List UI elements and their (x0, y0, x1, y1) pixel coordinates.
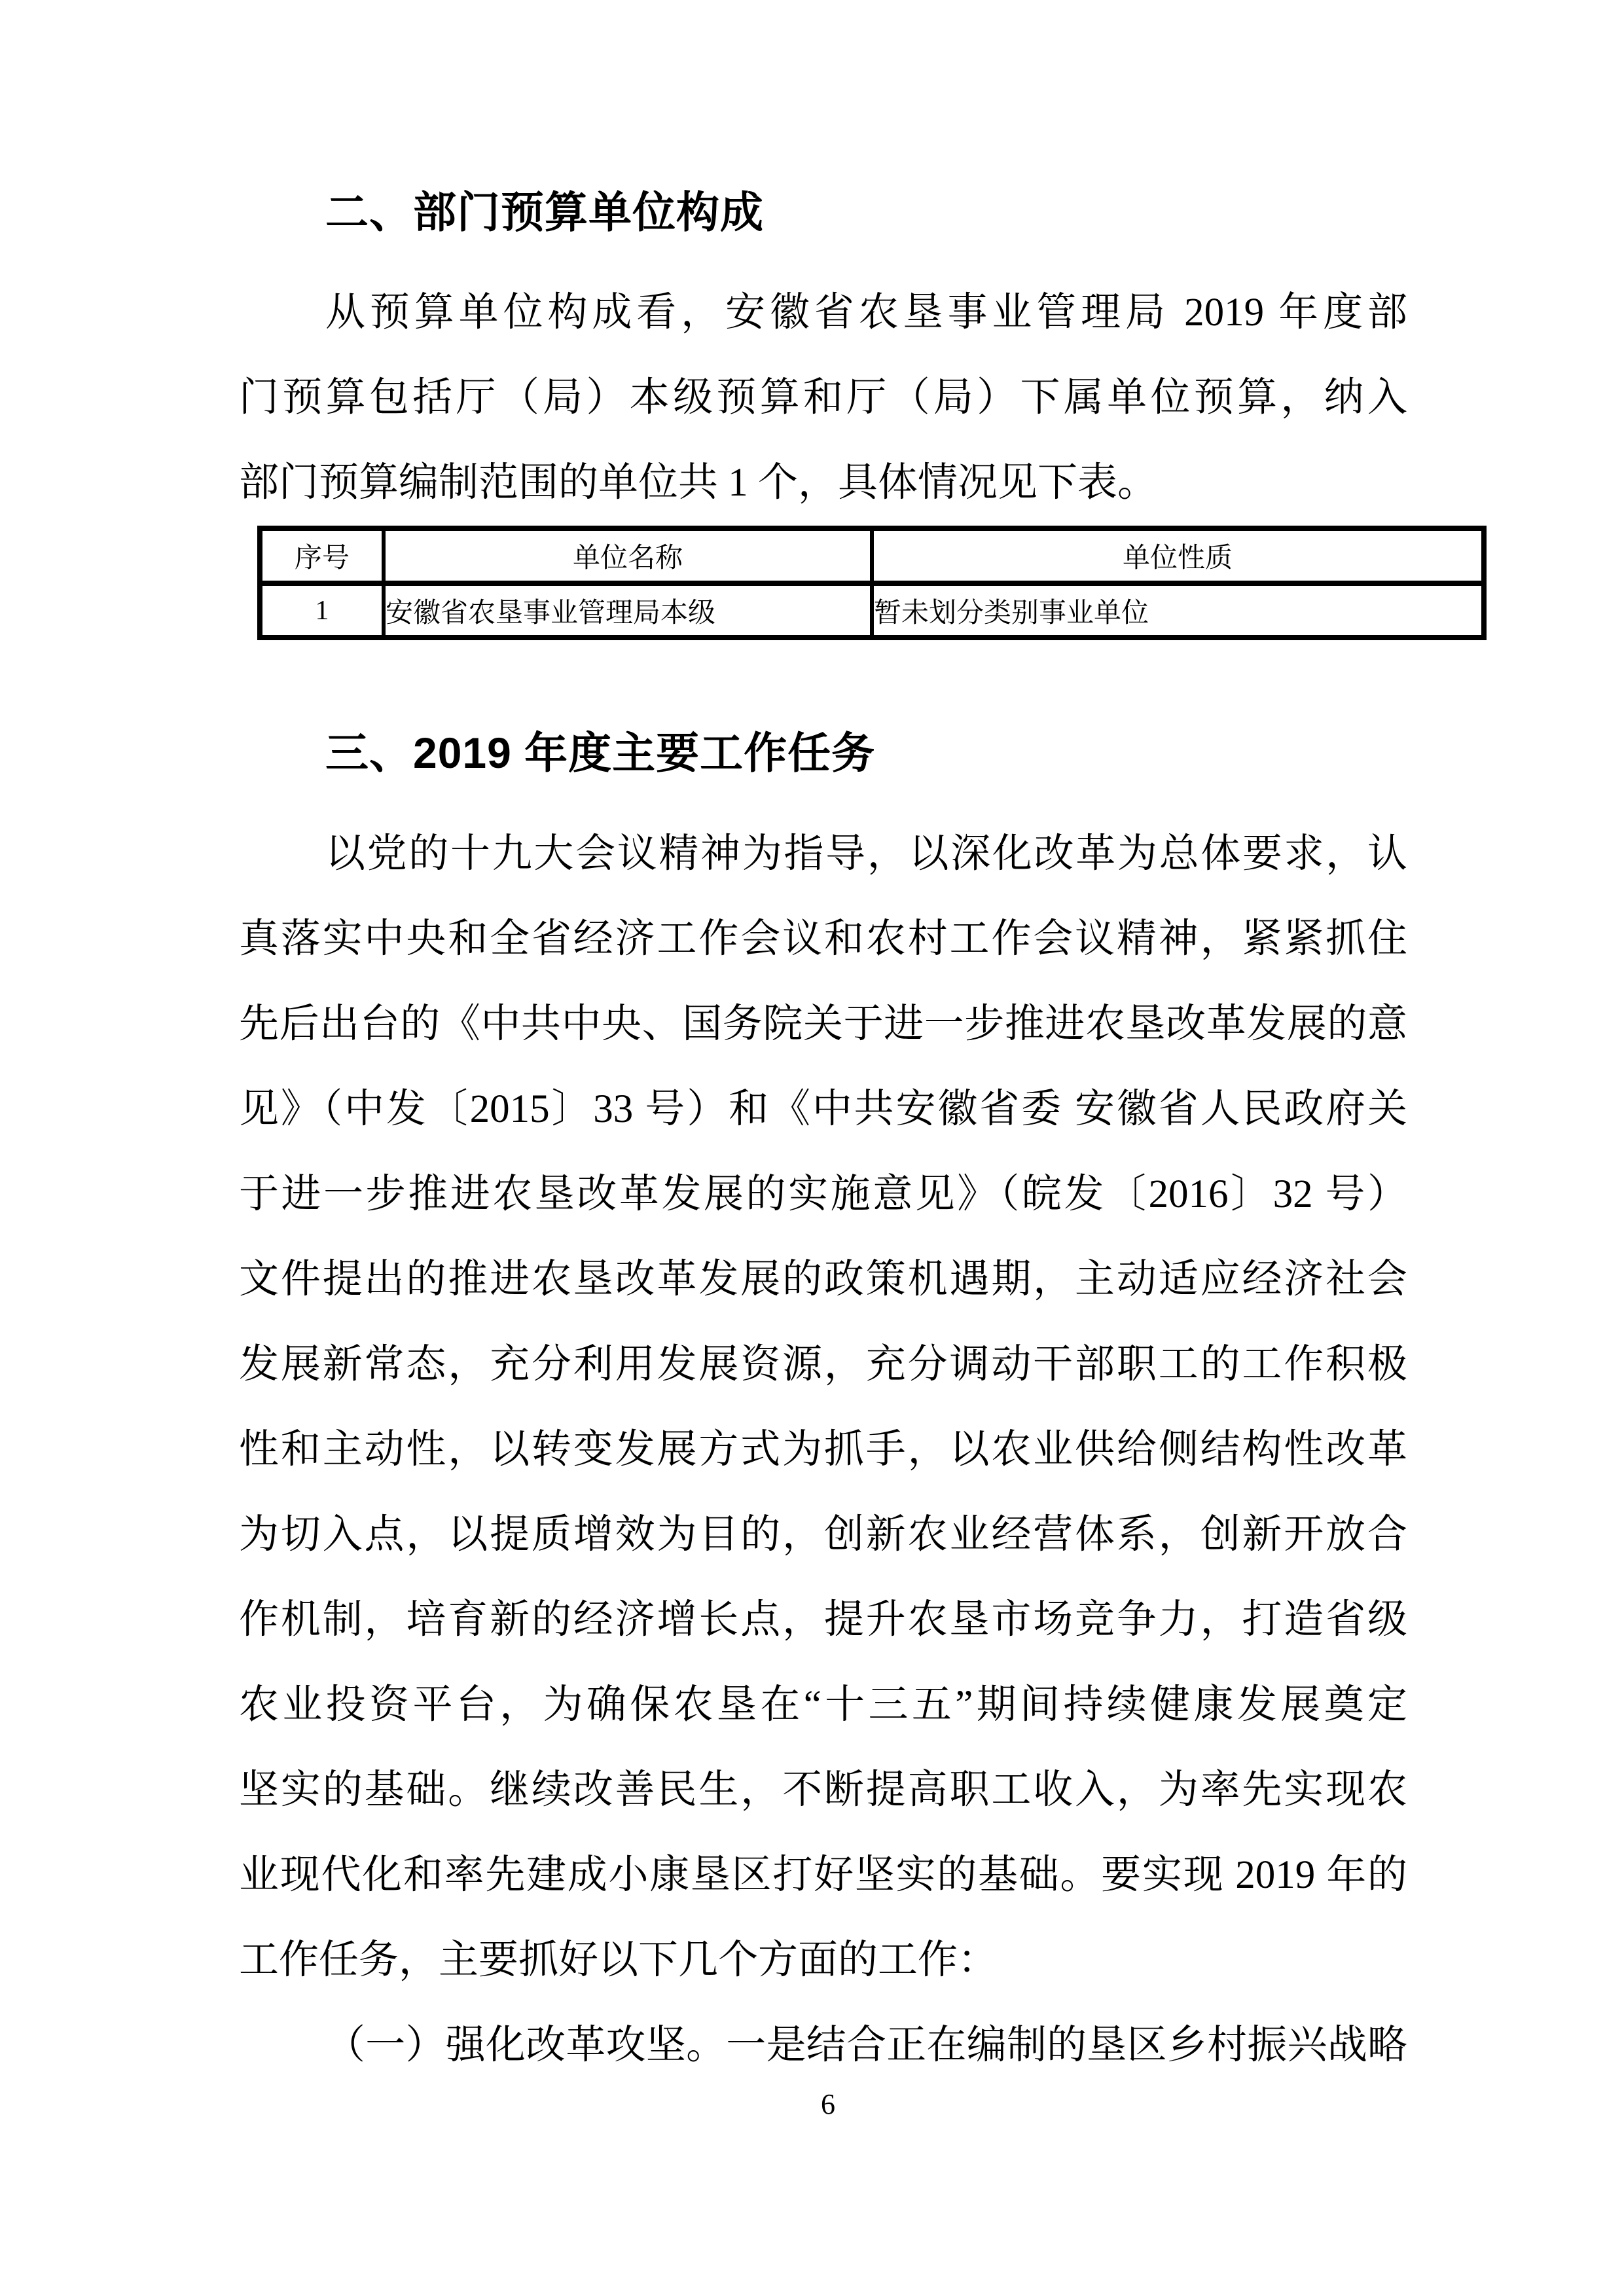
text-line: 农业投资平台，为确保农垦在“十三五”期间持续健康发展奠定 (239, 1683, 1407, 1727)
text-line: 于进一步推进农垦改革发展的实施意见》（皖发〔2016〕32 号） (239, 1172, 1407, 1216)
text-line: 作机制，培育新的经济增长点，提升农垦市场竞争力，打造省级 (239, 1598, 1407, 1642)
text-line: 以党的十九大会议精神为指导，以深化改革为总体要求，认 (325, 832, 1407, 876)
section-3-heading: 三、2019 年度主要工作任务 (325, 729, 876, 777)
text-line: 工作任务，主要抓好以下几个方面的工作： (239, 1938, 998, 1982)
text-line: 见》（中发〔2015〕33 号）和《中共安徽省委 安徽省人民政府关 (239, 1087, 1407, 1131)
col-header-unit-name: 单位名称 (384, 528, 872, 583)
text-line: 业现代化和率先建成小康垦区打好坚实的基础。要实现 2019 年的 (239, 1853, 1407, 1897)
section-3-paragraph (239, 812, 1407, 2003)
text-line: 文件提出的推进农垦改革发展的政策机遇期，主动适应经济社会 (239, 1257, 1407, 1301)
text-line: 门预算包括厅（局）本级预算和厅（局）下属单位预算，纳入 (239, 376, 1407, 420)
table-header-row (260, 528, 1484, 583)
text-line: 从预算单位构成看，安徽省农垦事业管理局 2019 年度部 (325, 291, 1407, 334)
col-header-index: 序号 (260, 528, 384, 583)
page-number: 6 (821, 2088, 835, 2120)
cell-index: 1 (260, 583, 384, 638)
text-line: 发展新常态，充分利用发展资源，充分调动干部职工的工作积极 (239, 1343, 1407, 1386)
subsection-1-paragraph (239, 2003, 1407, 2088)
col-header-unit-type: 单位性质 (872, 528, 1484, 583)
budget-units-table (257, 526, 1487, 640)
cell-unit-type: 暂未划分类别事业单位 (872, 583, 1484, 638)
text-line: 为切入点，以提质增效为目的，创新农业经营体系，创新开放合 (239, 1513, 1407, 1557)
text-line: 真落实中央和全省经济工作会议和农村工作会议精神，紧紧抓住 (239, 917, 1407, 961)
text-line: 先后出台的《中共中央、国务院关于进一步推进农垦改革发展的意 (239, 1002, 1407, 1046)
text-line: 部门预算编制范围的单位共 1 个，具体情况见下表。 (239, 461, 1158, 505)
text-line: 坚实的基础。继续改善民生，不断提高职工收入，为率先实现农 (239, 1768, 1407, 1812)
section-2-paragraph (239, 270, 1407, 526)
section-2-heading: 二、部门预算单位构成 (325, 188, 764, 236)
cell-unit-name: 安徽省农垦事业管理局本级 (384, 583, 872, 638)
text-line: （一）强化改革攻坚。一是结合正在编制的垦区乡村振兴战略 (325, 2023, 1407, 2067)
text-line: 性和主动性，以转变发展方式为抓手，以农业供给侧结构性改革 (239, 1428, 1407, 1472)
table-row (260, 583, 1484, 638)
